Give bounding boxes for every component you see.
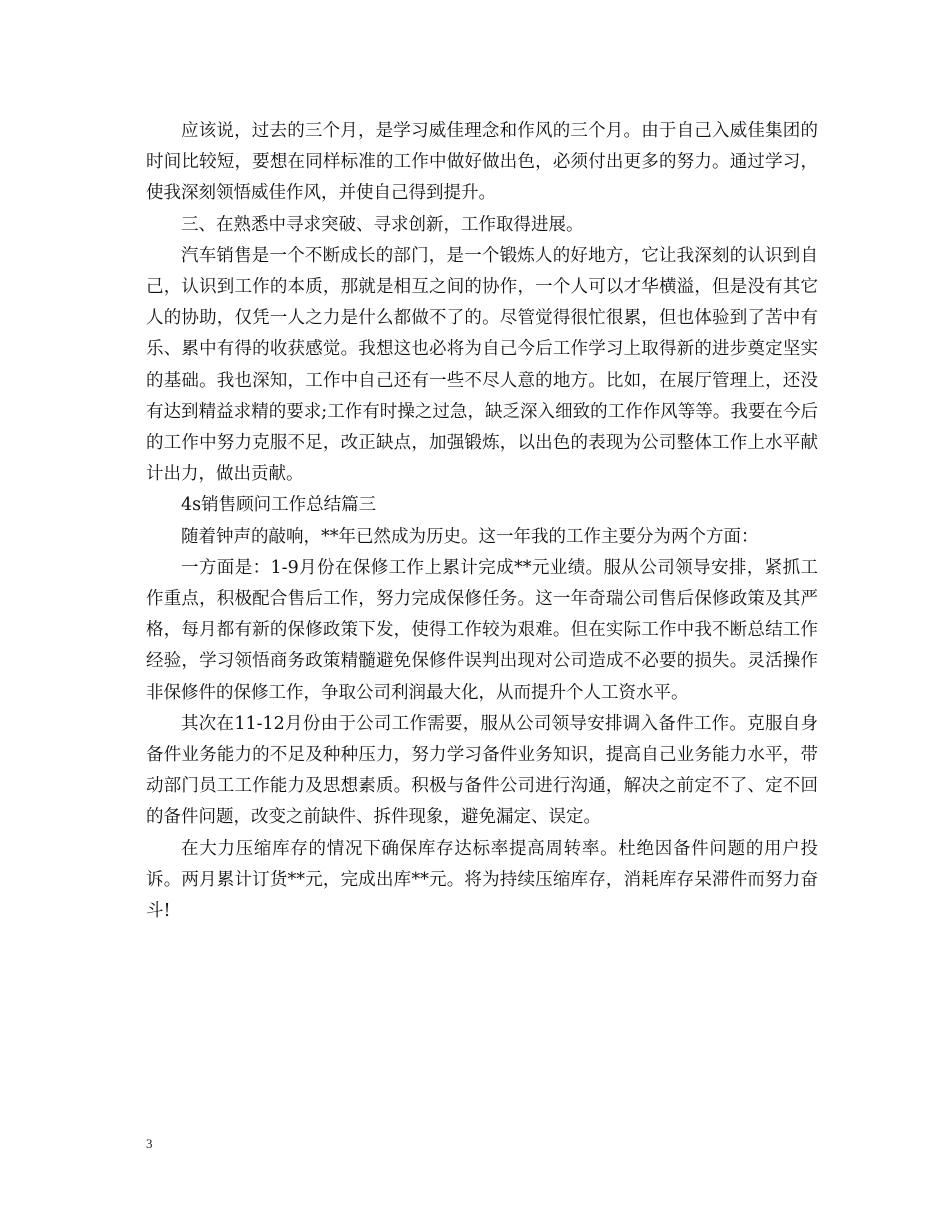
paragraph: 应该说，过去的三个月，是学习威佳理念和作风的三个月。由于自己入威佳集团的时间比较短，要想在同样标准的工作中做好做出色，必须付出更多的努力。通过学习，使我深刻领悟威佳作风，并使自己得到提升。 [146, 121, 818, 204]
paragraph: 其次在11-12月份由于公司工作需要，服从公司领导安排调入备件工作。克服自身备件业务能力的不足及种种压力，努力学习备件业务知识，提高自己业务能力水平，带动部门员工工作能力及思想素质。积极与备件公司进行沟通，解决之前定不了、定不回的备件问题，改变之前缺件、拆件现象，避免漏定、误定。 [146, 713, 818, 828]
document-body [146, 116, 818, 927]
paragraph: 汽车销售是一个不断成长的部门，是一个锻炼人的好地方，它让我深刻的认识到自己，认识到工作的本质，那就是相互之间的协作，一个人可以才华横溢，但是没有其它人的协助，仅凭一人之力是什么都做不了的。尽管觉得很忙很累，但也体验到了苦中有乐、累中有得的收获感觉。我想这也必将为自己今后工作学习上取得新的进步奠定坚实的基础。我也深知，工作中自己还有一些不尽人意的地方。比如，在展厅管理上，还没有达到精益求精的要求;工作有时操之过急，缺乏深入细致的工作作风等等。我要在今后的工作中努力克服不足，改正缺点，加强锻炼，以出色的表现为公司整体工作上水平献计出力，做出贡献。 [146, 245, 818, 485]
paragraph: 在大力压缩库存的情况下确保库存达标率提高周转率。杜绝因备件问题的用户投诉。两月累计订货**元，完成出库**元。将为持续压缩库存，消耗库存呆滞件而努力奋斗! [146, 838, 818, 922]
paragraph: 随着钟声的敲响，**年已然成为历史。这一年我的工作主要分为两个方面： [181, 526, 759, 547]
article-title: 4s销售顾问工作总结篇三 [181, 495, 377, 516]
section-heading: 三、在熟悉中寻求突破、寻求创新，工作取得进展。 [181, 214, 584, 235]
page-number: 3 [146, 1136, 153, 1151]
paragraph: 一方面是：1-9月份在保修工作上累计完成**元业绩。服从公司领导安排，紧抓工作重点，积极配合售后工作，努力完成保修任务。这一年奇瑞公司售后保修政策及其严格，每月都有新的保修政策下发，使得工作较为艰难。但在实际工作中我不断总结工作经验，学习领悟商务政策精髓避免保修件误判出现对公司造成不必要的损失。灵活操作非保修件的保修工作，争取公司利润最大化，从而提升个人工资水平。 [146, 557, 818, 703]
